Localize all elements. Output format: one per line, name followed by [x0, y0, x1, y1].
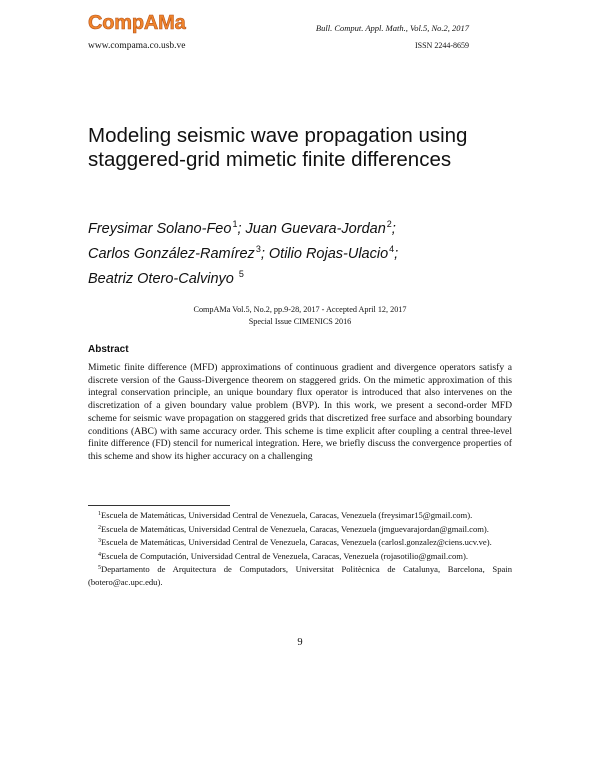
footnote [88, 535, 512, 549]
footnote [88, 549, 512, 563]
journal-logo: CompAMa [88, 12, 186, 34]
author-separator: ; [394, 246, 399, 262]
footnote [88, 508, 512, 522]
footnote-text: Escuela de Matemáticas, Universidad Central de Venezuela, Caracas, Venezuela (freysimar15@gmail.com). [101, 510, 473, 520]
abstract-text: Mimetic finite difference (MFD) approximations of continuous gradient and divergence operators satisfy a discrete version of the Gauss-Divergence theorem on staggered grids. On the mimetic approximation of this integral conservation principle, an unique boundary flux operator is introduced that also intervenes on the discretization of a given boundary value problem (BVP). In this work, we present a second-order MFD scheme for seismic wave propagation on staggered grids that discretized free surface and absorbing boundary conditions (ABC) with same accuracy order. This scheme is time explicit after coupling a central three-level finite difference (FD) stencil for numerical integration. Here, we briefly discuss the convergence properties of this scheme and show its higher accuracy on a challenging [88, 362, 512, 462]
author-line [88, 214, 488, 239]
author-mark: 4 [389, 244, 395, 254]
footnote-rule [88, 505, 230, 506]
page-number: 9 [297, 637, 303, 648]
author-name: Carlos González-Ramírez [88, 246, 255, 262]
footnote-mark: 5 [98, 565, 101, 572]
journal-reference: Bull. Comput. Appl. Math., Vol.5, No.2, 2017 [315, 23, 469, 33]
author-separator: ; [260, 246, 265, 262]
author-name: Freysimar Solano-Feo [88, 221, 232, 237]
footnote-mark: 2 [98, 524, 101, 531]
author-line [88, 264, 488, 289]
footnote [88, 522, 512, 536]
author-separator: ; [391, 221, 396, 237]
author-mark: 5 [238, 269, 244, 279]
author-mark: 3 [255, 244, 261, 254]
footnotes [88, 508, 512, 589]
author-mark: 1 [232, 219, 238, 229]
publication-info [88, 304, 512, 328]
footnote-text: Escuela de Computación, Universidad Central de Venezuela, Caracas, Venezuela (rojasotilio@gmail.com). [101, 550, 468, 561]
publication-line: CompAMa Vol.5, No.2, pp.9-28, 2017 - Accepted April 12, 2017 [193, 305, 407, 314]
journal-url[interactable]: www.compama.co.usb.ve [88, 41, 186, 51]
footnote-text: Escuela de Matemáticas, Universidad Central de Venezuela, Caracas, Venezuela (carlosl.gonzalez@ciens.ucv.ve). [101, 537, 492, 548]
special-issue-line: Special Issue CIMENICS 2016 [248, 317, 352, 326]
author-line [88, 239, 488, 264]
footnote-text: Escuela de Matemáticas, Universidad Central de Venezuela, Caracas, Venezuela (jmguevarajordan@gmail.com). [101, 523, 489, 534]
footnote-mark: 1 [98, 511, 101, 517]
author-name: Beatriz Otero-Calvinyo [88, 271, 234, 287]
abstract-heading: Abstract [88, 344, 129, 355]
author-separator: ; [237, 221, 242, 237]
author-name: Juan Guevara-Jordan [245, 221, 386, 237]
footnote-mark: 4 [98, 551, 101, 558]
issn: ISSN 2244-8659 [414, 41, 469, 50]
footnote-mark: 3 [98, 538, 101, 545]
footnote-text: Departamento de Arquitectura de Computadors, Universitat Politècnica de Catalunya, Barcelona, Spain (botero@ac.upc.edu). [88, 564, 512, 587]
author-mark: 2 [386, 219, 392, 229]
author-list [88, 214, 488, 289]
paper-title: Modeling seismic wave propagation using staggered-grid mimetic finite differences [88, 124, 468, 171]
footnote [88, 562, 512, 588]
author-name: Otilio Rojas-Ulacio [268, 246, 389, 262]
